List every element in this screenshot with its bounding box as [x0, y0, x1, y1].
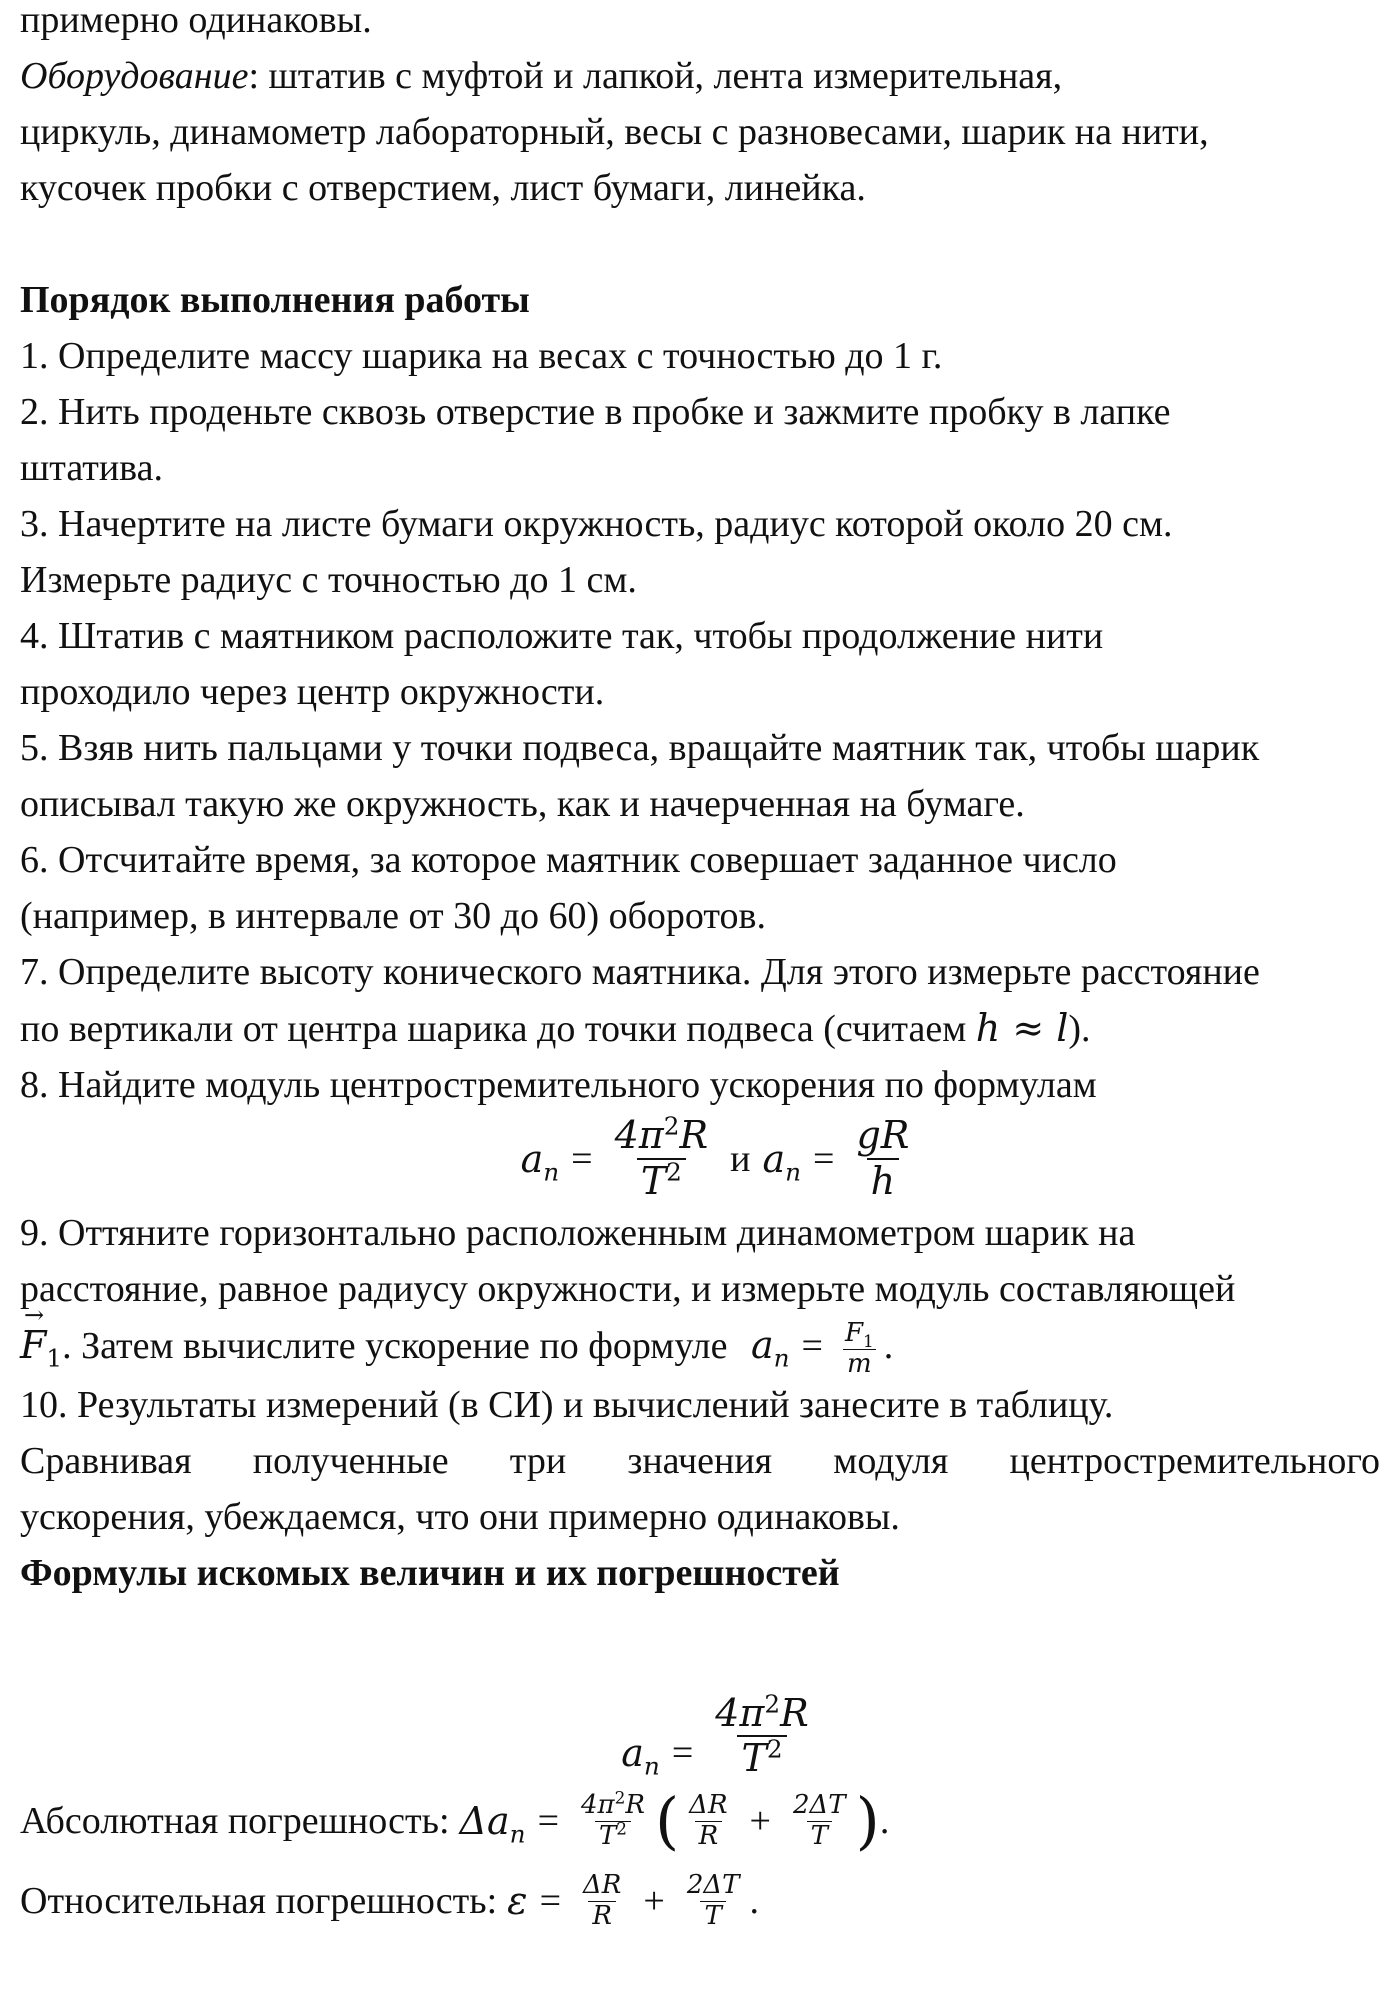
math-plus: +: [643, 1880, 665, 1922]
step-2: 2. Нить проденьте сквозь отверстие в пробке и зажмите пробку в лапке: [20, 391, 1171, 433]
fraction-4pi2R-over-T2: $\frac{4\pi^2R}{T^2}$: [614, 1111, 709, 1203]
paren-open: (: [654, 1784, 680, 1857]
math-an: $a_n$: [750, 1323, 790, 1373]
step-10: 10. Результаты измерений (в СИ) и вычислений занесите в таблицу.: [20, 1384, 1114, 1426]
step-8: 8. Найдите модуль центростремительного ускорения по формулам: [20, 1064, 1097, 1106]
step-1: 1. Определите массу шарика на весах с точностью до 1 г.: [20, 335, 943, 377]
step-5: 5. Взяв нить пальцами у точки подвеса, вращайте маятник так, чтобы шарик: [20, 727, 1260, 769]
fraction-dR-over-R: $\frac{\Delta R}{R}$: [583, 1869, 622, 1931]
step-7: 7. Определите высоту конического маятника. Для этого измерьте расстояние: [20, 951, 1260, 993]
step-9-formula-line: [20, 1317, 1380, 1377]
step-6: 6. Отсчитайте время, за которое маятник совершает заданное число: [20, 839, 1117, 881]
absolute-error-label: Абсолютная погрешность:: [20, 1800, 450, 1842]
word: Сравнивая: [20, 1440, 192, 1482]
math-equals: =: [671, 1732, 694, 1774]
equipment-label: Оборудование: [20, 55, 249, 97]
step-9-text: . Затем вычислите ускорение по формуле: [62, 1325, 728, 1367]
step-5-cont: описывал такую же окружность, как и начерченная на бумаге.: [20, 783, 1025, 825]
step-4-cont: проходило через центр окружности.: [20, 671, 605, 713]
justified-line: [20, 1433, 1380, 1489]
fraction-2dT-over-T: $\frac{2\Delta T}{T}$: [686, 1869, 740, 1931]
word: три: [509, 1440, 567, 1482]
text-line: циркуль, динамометр лабораторный, весы с разновесами, шарик на нити,: [20, 111, 1209, 153]
word: модуля: [833, 1440, 949, 1482]
math-period: .: [879, 1800, 890, 1842]
text-line: ускорения, убеждаемся, что они примерно одинаковы.: [20, 1496, 900, 1538]
fraction-2dT-over-T: $\frac{2\Delta T}{T}$: [792, 1789, 846, 1851]
step-7-text: по вертикали от центра шарика до точки подвеса (считаем: [20, 1008, 976, 1050]
fraction-4pi2R-over-T2: $\frac{4\pi^2R}{T^2}$: [715, 1688, 809, 1781]
formula-centripetal-pair: [60, 1113, 1380, 1205]
math-equals: =: [813, 1138, 835, 1180]
step-4: 4. Штатив с маятником расположите так, чтобы продолжение нити: [20, 615, 1104, 657]
math-period: .: [749, 1880, 759, 1922]
step-9-cont: расстояние, равное радиусу окружности, и измерьте модуль составляющей: [20, 1268, 1236, 1310]
step-7-cont: [20, 1000, 1380, 1057]
step-9: 9. Оттяните горизонтально расположенным динамометром шарик на: [20, 1212, 1136, 1254]
procedure-heading: Порядок выполнения работы: [20, 279, 530, 321]
word: полученные: [252, 1440, 449, 1482]
equipment-text: : штатив с муфтой и лапкой, лента измерительная,: [248, 55, 1063, 97]
relative-error-label: Относительная погрешность:: [20, 1880, 498, 1922]
math-equals: =: [571, 1138, 593, 1180]
absolute-error-line: [20, 1781, 1380, 1861]
math-and: и: [730, 1138, 751, 1180]
fraction-gR-over-h: $\frac{gR}{h}$: [856, 1113, 910, 1203]
fraction-dR-over-R: $\frac{\Delta R}{R}$: [689, 1789, 728, 1851]
document-page: [20, 0, 1380, 1941]
step-3: 3. Начертите на листе бумаги окружность, радиус которой около 20 см.: [20, 503, 1173, 545]
math-h-approx-l: h ≈ l: [975, 1006, 1069, 1050]
math-equals: =: [801, 1325, 823, 1367]
formulas-heading: Формулы искомых величин и их погрешностей: [20, 1552, 840, 1594]
math-plus: +: [749, 1800, 771, 1842]
spacer: [20, 216, 1380, 272]
step-6-cont: (например, в интервале от 30 до 60) оборотов.: [20, 895, 766, 937]
math-an: $a_n$: [621, 1731, 660, 1781]
text-line: кусочек пробки с отверстием, лист бумаги, линейка.: [20, 167, 866, 209]
math-delta-an: $\Delta a_n$: [459, 1799, 526, 1849]
math-period: .: [883, 1325, 894, 1367]
step-7-end: ).: [1068, 1008, 1091, 1050]
fraction-4pi2R-over-T2: $\frac{4\pi^2R}{T^2}$: [581, 1786, 645, 1851]
step-2-cont: штатива.: [20, 447, 163, 489]
relative-error-line: [20, 1861, 1380, 1941]
step-3-cont: Измерьте радиус с точностью до 1 см.: [20, 559, 637, 601]
math-epsilon: ε: [507, 1879, 528, 1923]
paren-close: ): [855, 1784, 880, 1857]
word: центростремительного: [1009, 1440, 1380, 1482]
word: значения: [627, 1440, 773, 1482]
math-an: $a_n$: [762, 1137, 802, 1187]
math-vector-F1: → $F_1$: [20, 1317, 62, 1373]
text-line: примерно одинаковы.: [20, 0, 372, 41]
math-equals: =: [539, 1880, 562, 1922]
math-equals: =: [537, 1800, 559, 1842]
equipment-line: [20, 48, 1380, 104]
fraction-F1-over-m: $\frac{F_1}{m}$: [844, 1317, 874, 1379]
formula-main: [60, 1601, 1380, 1781]
math-an: $a_n$: [520, 1137, 560, 1187]
